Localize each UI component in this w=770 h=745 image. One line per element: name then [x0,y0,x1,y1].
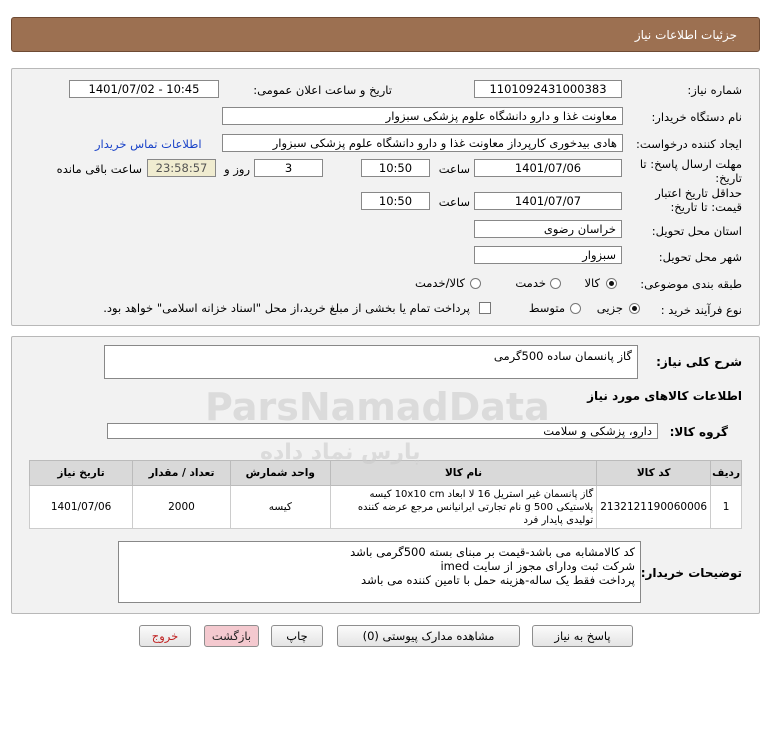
remaining-time-field: 23:58:57 [147,159,216,177]
notes-label: توضیحات خریدار: [640,566,742,580]
col-qty-header: تعداد / مقدار [133,461,231,486]
watermark-brand: ParsNamadData [205,385,550,429]
treasury-checkbox[interactable] [479,302,491,314]
province-field: خراسان رضوی [474,220,622,238]
deadline-label-date: تاریخ: [715,171,742,185]
category-option-goods: کالا [584,276,600,290]
city-field: سبزوار [474,246,622,264]
category-option-goods-service: کالا/خدمت [414,276,465,290]
print-button[interactable]: چاپ [271,625,323,647]
cell-name [330,486,596,529]
cell-code: 2132121190060006 [597,486,711,529]
group-field: دارو، پزشکی و سلامت [107,423,658,439]
exit-button[interactable]: خروج [139,625,191,647]
cell-name-line1: گاز پانسمان غیر استریل 16 لا ابعاد 10x10 cm کیسه [369,488,594,500]
process-radio-minor[interactable] [629,303,640,314]
cell-row: 1 [711,486,742,529]
col-code-header: کد کالا [597,461,711,486]
col-date-header: تاریخ نیاز [30,461,133,486]
notes-line3: پرداخت فقط یک ساله-هزینه حمل با تامین کننده می باشد [361,573,635,587]
need-number-field: 1101092431000383 [474,80,622,98]
page-header [11,17,760,52]
process-option-medium: متوسط [528,301,565,315]
city-label: شهر محل تحویل: [658,250,742,264]
notes-line1: کد کالامشابه می باشد-قیمت بر مبنای بسته 500گرمی باشد [350,545,635,559]
cell-name-line3: تولیدی پایدار فرد [523,514,594,526]
cell-unit: کیسه [230,486,330,529]
deadline-time-label: ساعت [438,162,470,176]
province-label: استان محل تحویل: [651,224,742,238]
attachments-button[interactable]: مشاهده مدارک پیوستی (0) [337,625,520,647]
items-table [29,460,742,529]
col-row-header: ردیف [711,461,742,486]
process-radio-medium[interactable] [570,303,581,314]
creator-label: ایجاد کننده درخواست: [636,137,742,151]
remaining-label: ساعت باقی مانده [56,162,142,176]
creator-field: هادی بیدخوری کارپرداز معاونت غذا و دارو دانشگاه علوم پزشکی سبزوار [222,134,623,152]
cell-date: 1401/07/06 [30,486,133,529]
table-header-row [30,461,742,486]
notes-field [118,541,641,603]
goods-info-title: اطلاعات کالاهای مورد نیاز [587,389,742,403]
col-name-header: نام کالا [330,461,596,486]
buyer-contact-link[interactable]: اطلاعات تماس خریدار [95,137,202,151]
notes-line2: شرکت ثبت ودارای مجوز از سایت imed [440,559,635,573]
process-label: نوع فرآیند خرید : [660,303,742,317]
validity-time-field: 10:50 [361,192,430,210]
watermark-persian: پارس نماد داده [260,440,421,465]
category-radio-goods[interactable] [606,278,617,289]
validity-label: حداقل تاریخ اعتبار [655,186,742,200]
buyer-org-field: معاونت غذا و دارو دانشگاه علوم پزشکی سبزوار [222,107,623,125]
page-title: جزئیات اطلاعات نیاز [634,28,737,42]
deadline-time-field: 10:50 [361,159,430,177]
summary-field: گاز پانسمان ساده 500گرمی [104,345,638,379]
category-option-service: خدمت [515,276,546,290]
category-radio-service[interactable] [550,278,561,289]
group-label: گروه کالا: [669,425,728,439]
announce-label: تاریخ و ساعت اعلان عمومی: [253,83,392,97]
announce-field: 1401/07/02 - 10:45 [69,80,219,98]
buyer-org-label: نام دستگاه خریدار: [651,110,742,124]
validity-time-label: ساعت [438,195,470,209]
deadline-date-field: 1401/07/06 [474,159,622,177]
table-row [30,486,742,529]
treasury-text: پرداخت تمام یا بخشی از مبلغ خرید،از محل "اسناد خزانه اسلامی" خواهد بود. [103,301,470,315]
days-label: روز و [224,162,250,176]
days-remaining-field: 3 [254,159,323,177]
need-number-label: شماره نیاز: [687,83,742,97]
col-unit-header: واحد شمارش [230,461,330,486]
deadline-label: مهلت ارسال پاسخ: تا [639,157,742,171]
summary-label: شرح کلی نیاز: [656,355,742,369]
validity-date-field: 1401/07/07 [474,192,622,210]
cell-qty: 2000 [133,486,231,529]
reply-button[interactable]: پاسخ به نیاز [532,625,633,647]
category-label: طبقه بندی موضوعی: [640,277,742,291]
cell-name-line2: پلاستیکی 500 g نام تجارتی ایرانیانس مرجع عرضه کننده [357,501,594,513]
category-radio-goods-service[interactable] [470,278,481,289]
back-button[interactable]: بازگشت [204,625,259,647]
validity-label-date: قیمت: تا تاریخ: [670,200,742,214]
process-option-minor: جزیی [596,301,623,315]
